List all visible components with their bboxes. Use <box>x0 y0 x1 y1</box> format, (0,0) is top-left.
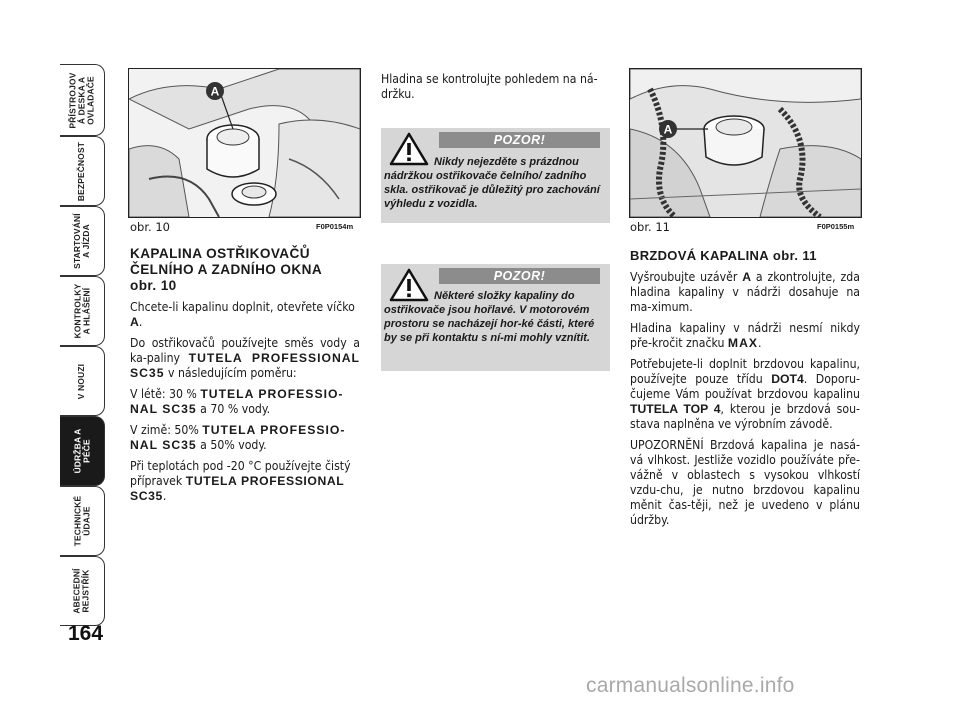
middle-intro: Hladina se kontrolujte pohledem na ná-držku. <box>381 72 598 101</box>
figure2-caption: obr. 11 <box>630 220 670 234</box>
warning2-title: POZOR! <box>439 268 600 284</box>
tab-label: KONTROLKY A HLÁŠENÍ <box>72 283 91 339</box>
figure2-code: F0P0155m <box>817 222 855 231</box>
tab-bezpecnost[interactable] <box>60 136 105 206</box>
paragraph: Hladina kapaliny v nádrži nesmí nikdy pře-kročit značku MAX. <box>630 321 860 350</box>
section-heading-brake-fluid: BRZDOVÁ KAPALINA obr. 11 <box>630 248 817 263</box>
figure-brake-fluid <box>629 68 862 218</box>
paragraph: UPOZORNĚNÍ Brzdová kapalina je nasá-vá vlhkost. Jestliže vozidlo používáte pře-vážně v oblastech s vysokou vlhkostí vzdu-chu, je nutno brzdovou kapalinu měnit čas-těji, než je uvedeno v plánu údržby. <box>630 438 860 527</box>
washer-reservoir-illustration <box>129 69 360 217</box>
tab-label: ABECEDNÍ REJSTŘÍK <box>72 568 91 614</box>
tab-pristrojova-deska[interactable] <box>60 64 105 136</box>
figure1-code: F0P0154m <box>316 222 354 231</box>
left-column <box>130 246 360 510</box>
tab-startovani[interactable] <box>60 206 105 276</box>
right-column <box>630 248 860 534</box>
figure-washer-reservoir <box>128 68 361 218</box>
tab-label: ÚDRŽBA A PÉČE <box>72 428 91 474</box>
paragraph: Vyšroubujte uzávěr A a zkontrolujte, zda hladina kapaliny v nádrži dosahuje na ma-ximum. <box>630 270 860 314</box>
tab-rejstrik[interactable] <box>60 556 105 626</box>
figure2-marker: A <box>663 122 673 137</box>
warning-box-1 <box>381 128 610 223</box>
warning-box-2 <box>381 264 610 371</box>
watermark: carmanualsonline.info <box>586 674 795 697</box>
tab-label: V NOUZI <box>76 363 87 399</box>
tab-v-nouzi[interactable] <box>60 346 105 416</box>
tab-label: TECHNICKÉ ÚDAJE <box>72 495 91 547</box>
warning2-text: Některé složky kapaliny do ostřikovače jsou hořlavé. V motorovém prostoru se nacházejí hor-ké části, které by se při kontaktu s ní-mi mohly vznítit. <box>384 290 595 344</box>
warning1-text: Nikdy nejezděte s prázdnou nádržkou ostřikovače čelního/ zadního skla. ostřikovač je důležitý pro zachování výhledu z vozidla. <box>384 156 600 210</box>
brake-fluid-illustration <box>630 69 861 217</box>
figure1-caption: obr. 10 <box>130 220 170 234</box>
paragraph: Potřebujete-li doplnit brzdovou kapalinu, používejte pouze třídu DOT4. Doporu-čujeme Vám používat brzdovou kapalinu TUTELA TOP 4, kterou je brzdová sou-stava naplněna ve výrobním závodě. <box>630 357 860 431</box>
paragraph: Chcete-li kapalinu doplnit, otevřete víčko A. <box>130 300 355 329</box>
tab-technicke-udaje[interactable] <box>60 486 105 556</box>
paragraph: Při teplotách pod -20 °C používejte čistý přípravek TUTELA PROFESSIONAL SC35. <box>130 459 351 503</box>
figure1-marker: A <box>210 84 220 99</box>
tab-label: BEZPEČNOST <box>76 141 87 201</box>
tab-kontrolky[interactable] <box>60 276 105 346</box>
warning1-title: POZOR! <box>439 132 600 148</box>
paragraph: V létě: 30 % TUTELA PROFESSIO-NAL SC35 a 70 % vody. <box>130 387 344 416</box>
tab-label: PŘÍSTROJOV Á DESKA A OVLADAČE <box>67 72 96 128</box>
tab-label: STARTOVÁNÍ A JÍZDA <box>72 213 92 269</box>
paragraph: V zimě: 50% TUTELA PROFESSIO-NAL SC35 a 50% vody. <box>130 423 346 452</box>
page-number: 164 <box>68 622 104 645</box>
tab-udrzba[interactable] <box>60 416 105 486</box>
paragraph: Do ostřikovačů používejte směs vody a ka-paliny TUTELA PROFESSIONAL SC35 v následujícím poměru: <box>130 336 360 380</box>
section-heading-washer: KAPALINA OSTŘIKOVAČŮ ČELNÍHO A ZADNÍHO OKNA obr. 10 <box>130 246 323 293</box>
